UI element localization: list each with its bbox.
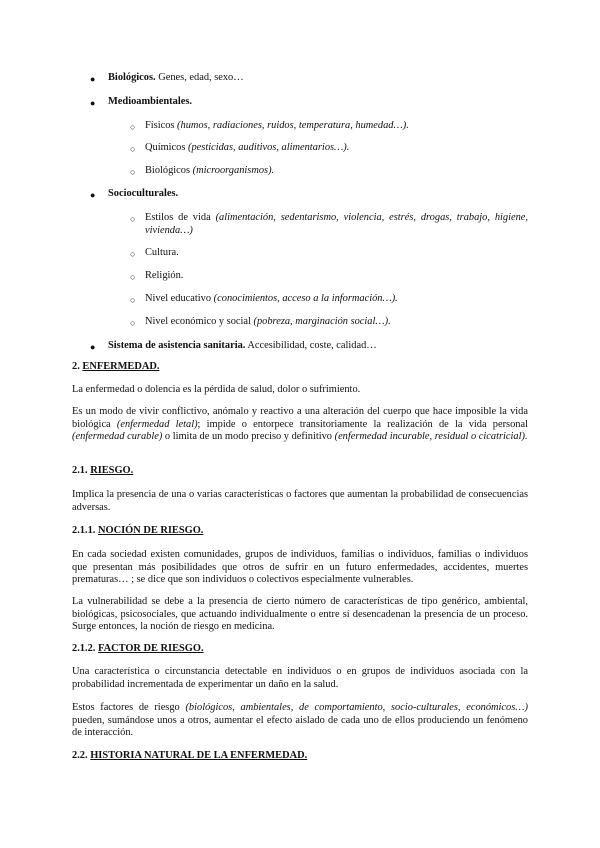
sub-item-estilos: [145, 212, 528, 237]
bullet-socioculturales: [108, 188, 528, 201]
paragraph-italic: (biológicos, ambientales, de comportamiento, socio-culturales, económicos…): [185, 702, 528, 713]
sub-bullet-circle: ○: [130, 295, 136, 305]
bullet-dot: ●: [90, 98, 96, 108]
heading-number: 2.: [72, 361, 80, 372]
bullet-biologicos: [108, 72, 528, 85]
paragraph-nocion-2: [72, 596, 528, 634]
sub-bullet-circle: ○: [130, 214, 136, 224]
paragraph-text: Una característica o circunstancia detectable en individuos o en grupos de individuos asociada con la probabilidad incrementada de experimentar un daño en la salud.: [72, 666, 528, 690]
heading-historia-natural: [72, 750, 528, 763]
sub-item-nivel-economico: [145, 316, 528, 329]
paragraph-riesgo: [72, 489, 528, 514]
heading-title: ENFERMEDAD.: [82, 361, 160, 372]
paragraph-text: Estos factores de riesgo: [72, 702, 186, 713]
heading-number: 2.1.1.: [72, 525, 96, 536]
sub-item-italic: (microorganismos).: [192, 165, 275, 176]
sub-bullet-circle: ○: [130, 122, 136, 132]
sub-item-nivel-educativo: [145, 293, 528, 306]
paragraph-nocion-1: [72, 549, 528, 587]
sub-item-italic: (conocimientos, acceso a la información…).: [213, 293, 398, 304]
paragraph-text: La vulnerabilidad se debe a la presencia de cierto número de características de tipo genérico, ambiental, biológicas, psicosociales, que actuando individualmente o entre sí desencadenan la presencia de un proceso. Surge entonces, la noción de riesgo en medicina.: [72, 596, 528, 633]
bullet-dot: ●: [90, 74, 96, 84]
heading-nocion-riesgo: [72, 525, 528, 538]
sub-bullet-circle: ○: [130, 272, 136, 282]
heading-factor-riesgo: [72, 643, 528, 656]
paragraph-italic: (enfermedad curable): [72, 431, 163, 443]
paragraph-text: La enfermedad o dolencia es la pérdida de salud, dolor o sufrimiento.: [72, 384, 361, 395]
sub-item-text: Estilos de vida: [145, 212, 216, 223]
sub-item-italic: (pesticidas, auditivos, alimentarios…).: [188, 142, 350, 153]
paragraph-text: pueden, sumándose unos a otros, aumentar el efecto aislado de cada uno de ellos produciendo un fenómeno de interacción.: [72, 714, 528, 739]
sub-bullet-circle: ○: [130, 249, 136, 259]
sub-item-fisicos: [145, 120, 528, 133]
sub-item-text: Nivel educativo: [145, 293, 214, 304]
heading-title: FACTOR DE RIESGO.: [98, 643, 204, 654]
paragraph-italic: (enfermedad letal): [116, 418, 198, 430]
paragraph-factor-2: [72, 702, 528, 740]
heading-title: HISTORIA NATURAL DE LA ENFERMEDAD.: [90, 750, 308, 761]
paragraph-text: Implica la presencia de una o varias características o factores que aumentan la probabilidad de consecuencias adversas.: [72, 489, 528, 513]
sub-item-text: Nivel económico y social: [145, 316, 254, 327]
sub-item-italic: (pobreza, marginación social…).: [253, 316, 391, 327]
bullet-dot: ●: [90, 342, 96, 352]
paragraph-enfermedad-def: [72, 384, 528, 397]
bullet-bold: Sistema de asistencia sanitaria.: [108, 340, 246, 351]
sub-bullet-circle: ○: [130, 318, 136, 328]
bullet-text: Genes, edad, sexo…: [155, 72, 244, 83]
heading-title: RIESGO.: [90, 465, 134, 476]
heading-number: 2.2.: [72, 750, 88, 761]
heading-number: 2.1.2.: [72, 643, 96, 654]
bullet-dot: ●: [90, 190, 96, 200]
sub-item-text: Físicos: [145, 120, 178, 131]
sub-bullet-circle: ○: [130, 144, 136, 154]
bullet-medioambientales: [108, 96, 528, 109]
sub-item-religion: [145, 270, 528, 283]
bullet-sistema: [108, 340, 528, 353]
sub-item-italic: (humos, radiaciones, ruidos, temperatura, humedad…).: [177, 120, 409, 131]
paragraph-text: Es un modo de vivir conflictivo, anómalo y reactivo a una alteración del cuerpo que hace imposible la vida biológica: [72, 406, 528, 430]
paragraph-text: En cada sociedad existen comunidades, grupos de individuos, familias o individuos, familias o individuos que presentan más posibilidades que otros de sufrir en un futuro enfermedades, accidentes, muertes prematuras… ; se dice que son individuos o colectivos especialmente vulnerables.: [72, 549, 528, 586]
heading-number: 2.1.: [72, 465, 88, 476]
sub-item-text: Biológicos: [145, 165, 193, 176]
paragraph-italic: (enfermedad incurable, residual o cicatricial).: [334, 431, 528, 443]
sub-item-text: Cultura.: [145, 247, 179, 258]
sub-item-biologicos: [145, 165, 528, 178]
sub-item-cultura: [145, 247, 528, 260]
sub-item-italic: (alimentación, sedentarismo, violencia, estrés, drogas, trabajo, higiene, vivienda…): [145, 212, 528, 236]
heading-riesgo: [72, 465, 528, 478]
paragraph-text: ; impide o entorpece transitoriamente la realización de la vida personal: [197, 418, 528, 430]
sub-item-quimicos: [145, 142, 528, 155]
heading-title: NOCIÓN DE RIESGO.: [98, 525, 204, 536]
bullet-bold: Socioculturales.: [108, 188, 179, 199]
bullet-bold: Biológicos.: [108, 72, 156, 83]
paragraph-text: o limita de un modo preciso y definitivo: [162, 431, 335, 443]
bullet-text: Accesibilidad, coste, calidad…: [245, 340, 377, 351]
bullet-bold: Medioambientales.: [108, 96, 192, 107]
heading-enfermedad: [72, 361, 528, 374]
paragraph-enfermedad-modo: [72, 406, 528, 444]
paragraph-factor-1: [72, 666, 528, 691]
sub-item-text: Religión.: [145, 270, 184, 281]
sub-bullet-circle: ○: [130, 167, 136, 177]
sub-item-text: Químicos: [145, 142, 189, 153]
